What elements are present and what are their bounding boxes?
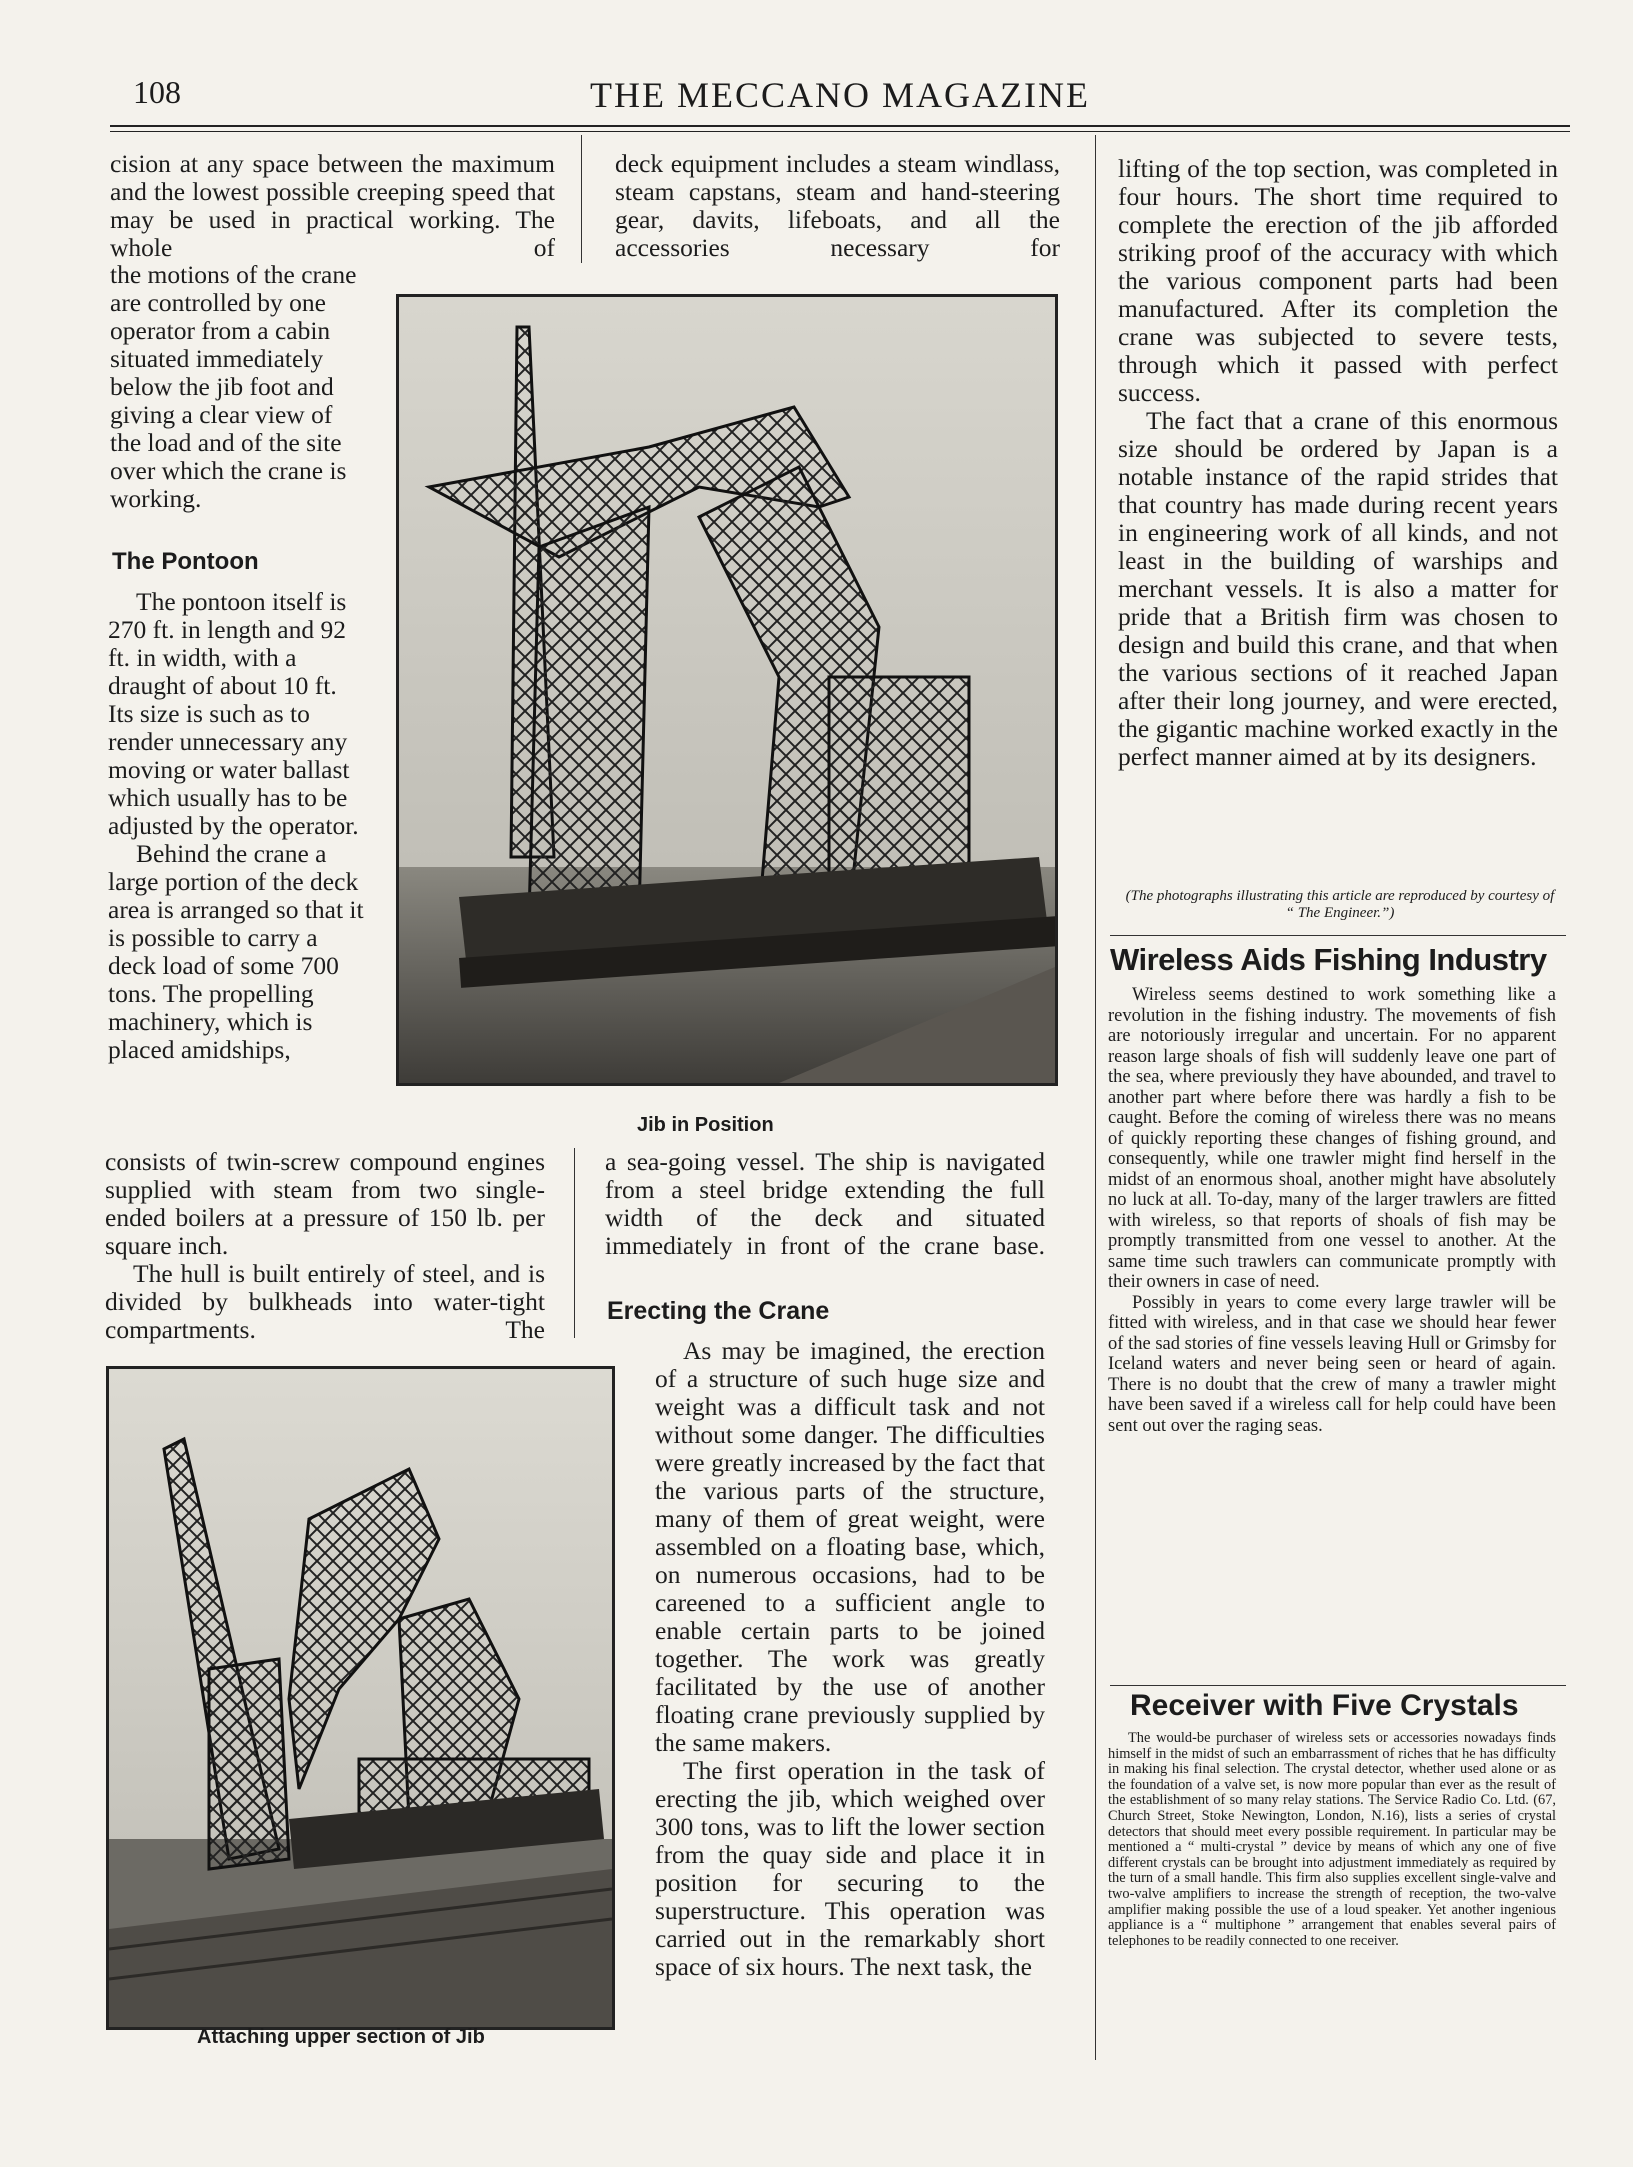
crane-erection-illustration bbox=[109, 1369, 612, 2027]
crane-illustration bbox=[399, 297, 1055, 1083]
page-number: 108 bbox=[133, 74, 181, 110]
magazine-title: THE MECCANO MAGAZINE bbox=[590, 75, 1090, 115]
page-header bbox=[0, 0, 1633, 140]
pontoon-paragraph: The pontoon itself is 270 ft. in length and 92 ft. in width, with a draught of about 10 ft. Its size is such as to render unnecessary any moving or water ballast which usually has to be adjusted by the operator. Behind the crane a large portion of the deck area is arranged so that it is possible to carry a deck load of some 700 tons. The propelling machinery, which is placed amidships, bbox=[108, 587, 364, 1064]
col1-wrap-text: the motions of the crane are controlled by one operator from a cabin situated immediately below the jib foot and giving a clear view of the load and of the site over which the crane is working. bbox=[110, 260, 357, 513]
column-rule bbox=[1095, 135, 1096, 2060]
photo-attaching-upper-section bbox=[106, 1366, 615, 2030]
photo-credit: (The photographs illustrating this article are reproduced by courtesy of “ The Engineer.”) bbox=[1125, 888, 1555, 921]
section-rule bbox=[1110, 1685, 1566, 1686]
section-rule bbox=[1110, 935, 1566, 936]
section-heading-erecting: Erecting the Crane bbox=[607, 1297, 830, 1325]
wireless-article: Wireless seems destined to work something like a revolution in the fishing industry. The movements of fish are notoriously irregular and uncertain. For no apparent reason large shoals of fish will suddenly leave one part of the sea, where previously they have abounded, and travel to another part where before there was hardly a fish to be caught. Before the coming of wireless there was no means of quickly reporting these changes of fishing ground, and consequently, while one trawler might find herself in the midst of an enormous shoal, another might have absolutely no luck at all. To-day, many of the larger trawlers are fitted with wireless, so that reports of shoals of fish may be promptly transmitted from one vessel to another. At the same time such trawlers can communicate promptly with their owners in case of need. Possibly in years to come every large trawler will be fitted with wireless, and in that case we should hear fewer of the sad stories of fine vessels leaving Hull or Grimsby for Iceland waters and never being seen or heard of again. There is no doubt that the crew of many a trawler might have been saved if a wireless call for help could have been sent out over the raging seas. bbox=[1108, 985, 1556, 1436]
header-rule bbox=[110, 125, 1570, 127]
receiver-article: The would-be purchaser of wireless sets or accessories nowadays finds himself in the midst of such an embarrassment of riches that he has difficulty in making his final selection. The crystal detector, whether used alone or as the foundation of a valve set, is now more popular than ever as the result of the establishment of so many relay stations. The Service Radio Co. Ltd. (67, Church Street, Stoke Newington, London, N.16), lists a series of crystal detectors that should meet every possible requirement. In particular may be mentioned a “ multi-crystal ” device by means of which any one of five different crystals can be brought into adjustment immediately as required by the turn of a small handle. This firm also supplies excellent single-valve and two-valve amplifiers to increase the strength of reception, the two-valve amplifier making possible the use of a loud speaker. Yet another ingenious appliance is a “ multiphone ” arrangement that enables several pairs of telephones to be readily connected to one receiver. bbox=[1108, 1730, 1556, 1949]
caption-jib-in-position: Jib in Position bbox=[637, 1114, 774, 1136]
wireless-heading: Wireless Aids Fishing Industry bbox=[1110, 942, 1547, 977]
receiver-heading: Receiver with Five Crystals bbox=[1130, 1689, 1519, 1722]
caption-attaching-upper-section: Attaching upper section of Jib bbox=[197, 2026, 485, 2048]
header-rule-thin bbox=[110, 131, 1570, 132]
col1-top-text: cision at any space between the maximum and the lowest possible creeping speed that may be used in practical working. The whole of bbox=[110, 149, 555, 262]
photo-jib-in-position bbox=[396, 294, 1058, 1086]
section-heading-pontoon: The Pontoon bbox=[112, 548, 259, 575]
col2-top-text: deck equipment includes a steam windlass, steam capstans, steam and hand-steering gear, davits, lifeboats, and all the accessories necessary for bbox=[615, 149, 1060, 262]
column-rule bbox=[581, 135, 582, 263]
column-rule bbox=[574, 1148, 575, 1338]
col3-top-text: lifting of the top section, was completed in four hours. The short time required to complete the erection of the jib afforded striking proof of the accuracy with which the various component parts had been manufactured. After its completion the crane was subjected to severe tests, through which it passed with perfect success. The fact that a crane of this enormous size should be ordered by Japan is a notable instance of the rapid strides that that country has made during recent years in engineering work of all kinds, and not least in the building of warships and merchant vessels. It is also a matter for pride that a British firm was chosen to design and build this crane, and that when the various sections of it reached Japan after their long journey, and were erected, the gigantic machine worked exactly in the perfect manner aimed at by its designers. bbox=[1118, 154, 1558, 771]
col2-seagoing-text: a sea-going vessel. The ship is navigated from a steel bridge extending the full width of the deck and situated immediately in front of the crane base. bbox=[605, 1147, 1045, 1260]
erecting-paragraph: As may be imagined, the erection of a structure of such huge size and weight was a difficult task and not without some danger. The difficulties were greatly increased by the fact that the various parts of the structure, many of them of great weight, were assembled on a floating base, which, on numerous occasions, had to be careened to a sufficient angle to enable certain parts to be joined together. The work was greatly facilitated by the use of another floating crane previously supplied by the same makers. The first operation in the task of erecting the jib, which weighed over 300 tons, was to lift the lower section from the quay side and place it in position for securing to the superstructure. This operation was carried out in the remarkably short space of six hours. The next task, the bbox=[655, 1336, 1045, 1981]
col1-bottom-text: consists of twin-screw compound engines supplied with steam from two single-ended boilers at a pressure of 150 lb. per square inch. The hull is built entirely of steel, and is divided by bulkheads into water-tight compartments. The bbox=[105, 1147, 545, 1344]
